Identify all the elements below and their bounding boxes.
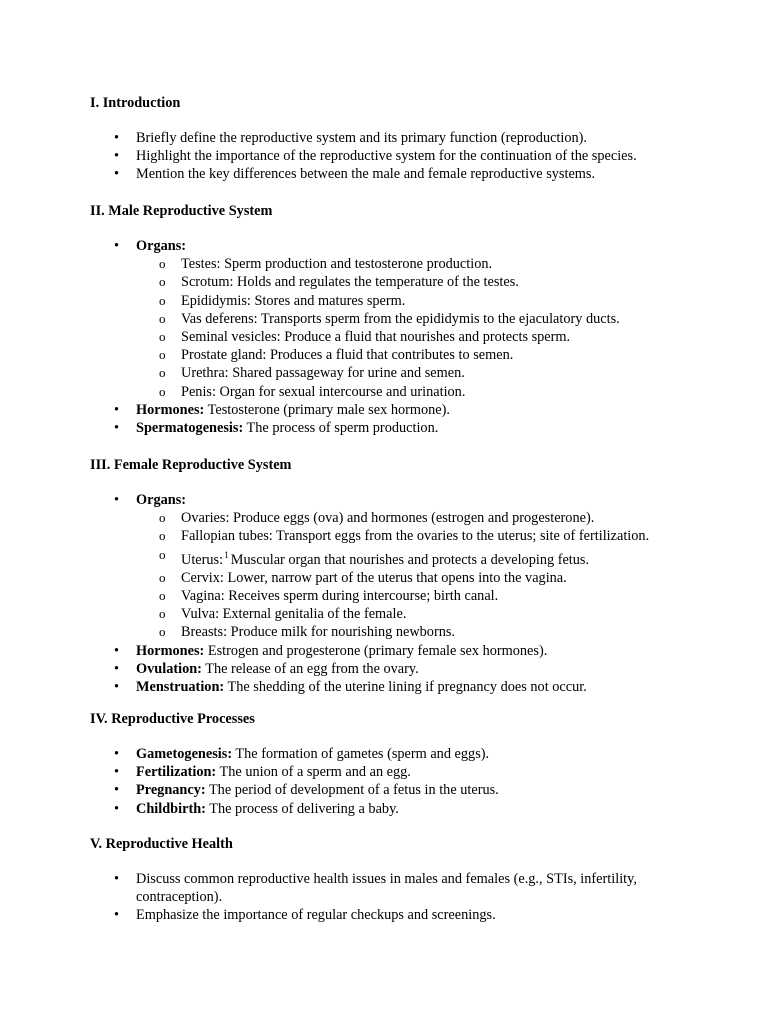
- list-item-pregnancy: [136, 781, 696, 799]
- list-item-organs: [136, 491, 696, 642]
- uterus-label: Uterus:: [181, 551, 224, 568]
- footnote-reference: 1: [224, 549, 229, 560]
- male-organs-list: [136, 255, 696, 401]
- sub-list-item: o Vas deferens: Transports sperm from the epididymis to the ejaculatory ducts.: [181, 310, 696, 328]
- section-heading-male-system: II. Male Reproductive System: [90, 203, 273, 219]
- sub-list-item: o Fallopian tubes: Transport eggs from the ovaries to the uterus; site of fertilization.: [181, 527, 696, 545]
- sub-list-item: o Vulva: External genitalia of the female.: [181, 605, 696, 623]
- list-item: [136, 129, 696, 147]
- list-item-menstruation: [136, 678, 696, 696]
- item-text: The union of a sperm and an egg.: [216, 764, 411, 781]
- list-item-childbirth: [136, 800, 696, 818]
- item-text: Estrogen and progesterone (primary female sex hormones).: [204, 642, 548, 659]
- item-text: Emphasize the importance of regular checkups and screenings.: [136, 907, 496, 924]
- list-item: [136, 870, 676, 906]
- list-item: [136, 165, 696, 183]
- sub-list-item: o Testes: Sperm production and testosterone production.: [181, 255, 696, 273]
- sub-list-item: o Cervix: Lower, narrow part of the uterus that opens into the vagina.: [181, 569, 696, 587]
- item-label: Gametogenesis:: [136, 746, 233, 762]
- list-item: [136, 906, 676, 924]
- item-label: Spermatogenesis:: [136, 420, 244, 437]
- list-item: [136, 147, 696, 165]
- section-heading-reproductive-health: V. Reproductive Health: [90, 836, 233, 852]
- item-text: Discuss common reproductive health issues in males and females (e.g., STIs, infertility, contraception).: [136, 871, 637, 906]
- item-text: Highlight the importance of the reproductive system for the continuation of the species.: [136, 148, 637, 165]
- item-text: The shedding of the uterine lining if pregnancy does not occur.: [224, 679, 587, 696]
- sub-list-item: o Urethra: Shared passageway for urine and semen.: [181, 364, 696, 382]
- female-system-list: [136, 491, 696, 696]
- sub-list-item: o Prostate gland: Produces a fluid that contributes to semen.: [181, 346, 696, 364]
- uterus-text: Muscular organ that nourishes and protects a developing fetus.: [230, 551, 590, 568]
- item-label: Menstruation:: [136, 679, 225, 696]
- item-label: Fertilization:: [136, 764, 217, 781]
- reproductive-health-list: [136, 870, 676, 925]
- sub-list-item: o Penis: Organ for sexual intercourse and urination.: [181, 383, 696, 401]
- female-organs-list: [136, 509, 696, 641]
- list-item-hormones: [136, 642, 696, 660]
- item-text: The process of sperm production.: [243, 420, 439, 437]
- list-item-ovulation: [136, 660, 696, 678]
- item-label: Organs:: [136, 492, 187, 508]
- sub-list-item: o Vagina: Receives sperm during intercourse; birth canal.: [181, 587, 696, 605]
- section-heading-introduction: I. Introduction: [90, 95, 181, 111]
- item-text: Briefly define the reproductive system and its primary function (reproduction).: [136, 130, 588, 146]
- item-label: Ovulation:: [136, 660, 202, 677]
- item-label: Hormones:: [136, 401, 205, 418]
- reproductive-processes-list: [136, 745, 696, 818]
- sub-list-item: o Breasts: Produce milk for nourishing newborns.: [181, 623, 696, 641]
- item-text: The formation of gametes (sperm and eggs).: [232, 746, 490, 762]
- item-text: Testosterone (primary male sex hormone).: [204, 401, 450, 418]
- sub-list-item: o Scrotum: Holds and regulates the temperature of the testes.: [181, 273, 696, 291]
- item-label: Childbirth:: [136, 800, 206, 817]
- list-item-spermatogenesis: [136, 419, 696, 437]
- sub-list-item: o Ovaries: Produce eggs (ova) and hormones (estrogen and progesterone).: [181, 509, 696, 527]
- item-label: Pregnancy:: [136, 782, 206, 799]
- list-item-gametogenesis: [136, 745, 696, 763]
- item-label: Organs:: [136, 238, 187, 254]
- item-text: Mention the key differences between the male and female reproductive systems.: [136, 166, 596, 183]
- section-heading-female-system: III. Female Reproductive System: [90, 457, 292, 473]
- introduction-list: [136, 129, 696, 184]
- item-text: The period of development of a fetus in the uterus.: [205, 782, 499, 799]
- list-item-organs: [136, 237, 696, 401]
- item-label: Hormones:: [136, 642, 205, 659]
- list-item-fertilization: [136, 763, 696, 781]
- male-system-list: [136, 237, 696, 437]
- section-heading-reproductive-processes: IV. Reproductive Processes: [90, 711, 255, 727]
- item-text: The process of delivering a baby.: [205, 800, 399, 817]
- item-text: The release of an egg from the ovary.: [201, 660, 419, 677]
- sub-list-item-uterus: [181, 546, 696, 569]
- sub-list-item: o Seminal vesicles: Produce a fluid that nourishes and protects sperm.: [181, 328, 696, 346]
- list-item-hormones: [136, 401, 696, 419]
- sub-list-item: o Epididymis: Stores and matures sperm.: [181, 292, 696, 310]
